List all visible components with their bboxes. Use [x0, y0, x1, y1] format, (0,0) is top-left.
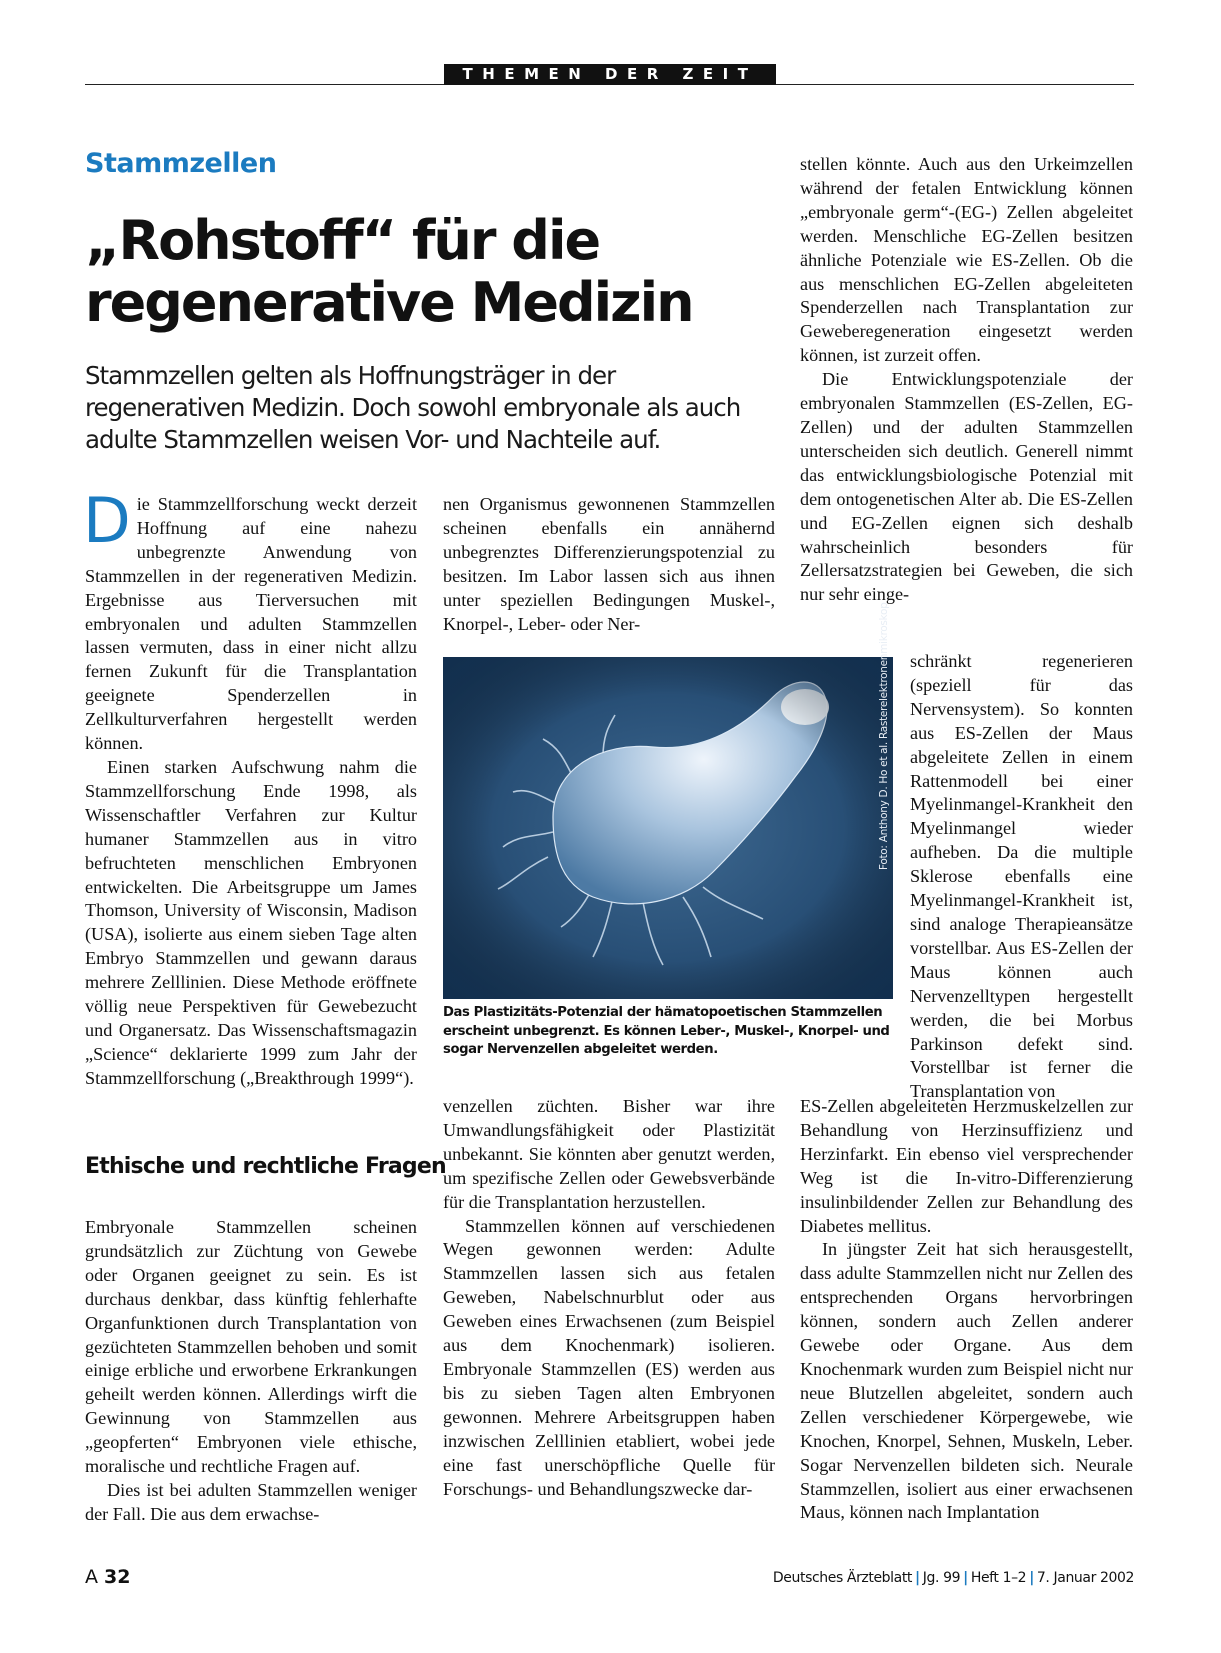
paragraph: Embryonale Stammzellen scheinen grundsätzlich zur Züchtung von Gewebe oder Organen geeignet zu sein. Es ist durchaus denkbar, dass künftig fehlerhafte Organfunktionen durch Transplantation von gezüchteten Stammzellen behoben und somit einige erbliche und erworbene Erkrankungen geheilt werden können. Allerdings wirft die Gewinnung von Stammzellen aus „geopferten“ Embryonen viele ethische, moralische und rechtliche Fragen auf. — [85, 1217, 417, 1477]
journal-issue: Heft 1–2 — [970, 1570, 1027, 1586]
article-headline: „Rohstoff“ für die regenerative Medizin — [85, 209, 693, 334]
paragraph — [83, 484, 417, 756]
page-number-value: 32 — [104, 1566, 131, 1588]
column-3-top — [800, 153, 1133, 607]
separator: | — [1029, 1570, 1034, 1586]
paragraph: venzellen züchten. Bisher war ihre Umwandlungsfähigkeit oder Plastizität unbekannt. Sie könnten aber genutzt werden, um spezifische Zellen oder Gewebsverbände für die Transplantation herzustellen. — [443, 1096, 775, 1212]
paragraph: nen Organismus gewonnenen Stammzellen scheinen ebenfalls ein annähernd unbegrenztes Differenzierungspotenzial zu besitzen. Im Labor lassen sich aus ihnen unter speziellen Bedingungen Muskel-, Knorpel-, Leber- oder Ner- — [443, 494, 775, 634]
section-subheading: Ethische und rechtliche Fragen — [85, 1154, 446, 1179]
column-1-continued — [85, 1216, 417, 1527]
journal-date: 7. Januar 2002 — [1036, 1570, 1134, 1586]
paragraph: schränkt regenerieren (speziell für das Nervensystem). So konnten aus ES-Zellen der Maus abgeleitete Zellen in einem Rattenmodell bei einer Myelinmangel-Krankheit den Myelinmangel wieder aufheben. Da die multiple Sklerose ebenfalls eine Myelinmangel-Krankheit ist, sind analoge Therapieansätze vorstellbar. Aus ES-Zellen der Maus können auch Nervenzelltypen hergestellt werden, die bei Morbus Parkinson defekt sind. Vorstellbar ist ferner die Transplantation von — [910, 651, 1133, 1102]
figure-caption: Das Plastizitäts-Potenzial der hämatopoetischen Stammzellen erscheint unbegrenzt. Es können Leber-, Muskel-, Knorpel- und sogar Nervenzellen abgeleitet werden. — [443, 1005, 890, 1057]
photo-credit: Foto: Anthony D. Ho et al. Rasterelektronenmikroskop — [878, 602, 890, 870]
article-lede: Stammzellen gelten als Hoffnungsträger in der regenerativen Medizin. Doch sowohl embryonale als auch adulte Stammzellen weisen Vor- und Nachteile auf. — [85, 361, 741, 454]
column-3-bottom — [800, 1095, 1133, 1525]
paragraph: In jüngster Zeit hat sich herausgestellt, dass adulte Stammzellen nicht nur Zellen des entsprechenden Organs hervorbringen können, sondern auch Zellen anderer Gewebe oder Organe. Aus dem Knochenmark wurden zum Beispiel nicht nur neue Blutzellen abgeleitet, sondern auch Zellen verschiedener Körpergewebe, wie Knochen, Knorpel, Sehnen, Muskeln, Leber. Sogar Nervenzellen bildeten sich. Neurale Stammzellen, isoliert aus einer erwachsenen Maus, können nach Implantation — [800, 1239, 1133, 1523]
column-3-narrow — [910, 650, 1133, 1104]
paragraph: stellen könnte. Auch aus den Urkeimzellen während der fetalen Entwicklung können „embryonale germ“-(EG-) Zellen abgeleitet werden. Menschliche EG-Zellen besitzen ähnliche Potenziale wie ES-Zellen. Ob die aus menschlichen EG-Zellen abgeleiteten Spenderzellen nach Transplantation zur Geweberegeneration eingesetzt werden können, ist zurzeit offen. — [800, 154, 1133, 366]
separator: | — [915, 1570, 920, 1586]
paragraph: ES-Zellen abgeleiteten Herzmuskelzellen zur Behandlung von Herzinsuffizienz und Herzinfarkt. Ein ebenso viel versprechender Weg ist die In-vitro-Differenzierung insulinbildender Zellen zur Behandlung des Diabetes mellitus. — [800, 1096, 1133, 1236]
column-2-top — [443, 493, 775, 636]
drop-cap: D — [83, 484, 131, 557]
column-1 — [83, 484, 417, 1091]
page-prefix: A — [85, 1566, 98, 1588]
section-label: THEMEN DER ZEIT — [444, 64, 776, 85]
electron-micrograph-image — [443, 657, 893, 999]
paragraph: Stammzellen können auf verschiedenen Wegen gewonnen werden: Adulte Stammzellen lassen sich aus fetalen Geweben, Nabelschnurblut oder aus Geweben eines Erwachsenen (zum Beispiel aus dem Knochenmark) isolieren. Embryonale Stammzellen (ES) werden aus bis zu sieben Tagen alten Embryonen gewonnen. Mehrere Arbeitsgruppen haben inzwischen Zelllinien etabliert, wobei jede eine fast unerschöpfliche Quelle für Forschungs- und Behandlungszwecke dar- — [443, 1215, 775, 1499]
journal-name: Deutsches Ärzteblatt — [772, 1570, 913, 1586]
journal-volume: Jg. 99 — [922, 1570, 961, 1586]
paragraph: Dies ist bei adulten Stammzellen weniger der Fall. Die aus dem erwachse- — [85, 1479, 417, 1524]
journal-citation — [773, 1570, 1134, 1586]
paragraph-text: ie Stammzellforschung weckt derzeit Hoffnung auf eine nahezu unbegrenzte Anwendung von Stammzellen in der regenerativen Medizin. Ergebnisse aus Tierversuchen mit embryonalen und adulten Stammzellen lassen vermuten, dass in einer nicht allzu fernen Zukunft für die Transplantation geeignete Spenderzellen in Zellkulturverfahren hergestellt werden können. — [85, 494, 417, 754]
page-number — [85, 1566, 131, 1588]
paragraph: Die Entwicklungspotenziale der embryonalen Stammzellen (ES-Zellen, EG-Zellen) und der adulten Stammzellen unterscheiden sich deutlich. Generell nimmt das entwicklungsbiologische Potenzial mit dem ontogenetischen Alter ab. Die ES-Zellen und EG-Zellen eignen sich deshalb wahrscheinlich besonders für Zellersatzstrategien bei Geweben, die sich nur sehr einge- — [800, 369, 1133, 605]
column-2-bottom — [443, 1095, 775, 1501]
article-kicker: Stammzellen — [85, 148, 277, 179]
stem-cell-illustration — [443, 657, 893, 999]
paragraph: Einen starken Aufschwung nahm die Stammzellforschung Ende 1998, als Wissenschaftler Verfahren zur Kultur humaner Stammzellen aus in vitro befruchteten menschlichen Embryonen entwickelten. Die Arbeitsgruppe um James Thomson, University of Wisconsin, Madison (USA), isolierte aus einem sieben Tage alten Embryo Stammzellen und gewann daraus mehrere Zelllinien. Diese Methode eröffnete völlig neue Perspektiven für Gewebezucht und Organersatz. Das Wissenschaftsmagazin „Science“ deklarierte 1999 zum Jahr der Stammzellforschung („Breakthrough 1999“). — [85, 756, 417, 1088]
separator: | — [963, 1570, 968, 1586]
